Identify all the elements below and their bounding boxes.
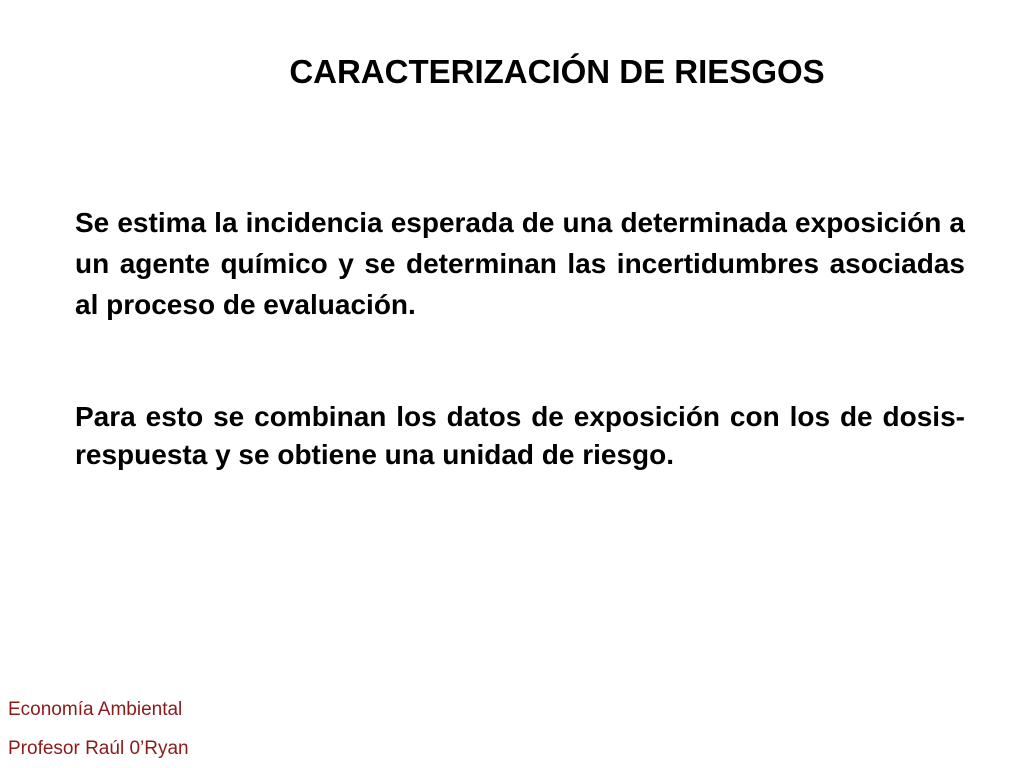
paragraph-risk-unit: Para esto se combinan los datos de exposición con los de dosis-respuesta y se obtiene una unidad de riesgo. xyxy=(75,401,965,470)
paragraph-incidence: Se estima la incidencia esperada de una determinada exposición a un agente químico y se determinan las incertidumbres asociadas al proceso de evaluación. xyxy=(75,207,965,320)
footer-course: Economía Ambiental xyxy=(8,699,183,720)
slide-title: CARACTERIZACIÓN DE RIESGOS xyxy=(289,53,825,90)
footer-professor: Profesor Raúl 0’Ryan xyxy=(8,738,189,759)
